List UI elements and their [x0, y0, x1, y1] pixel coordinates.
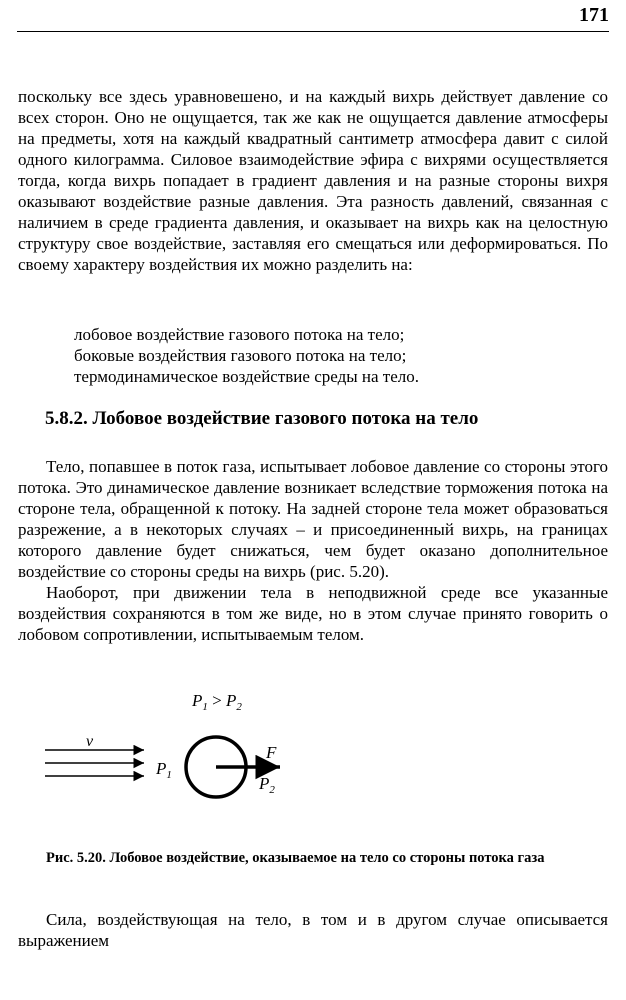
force-label: F [266, 743, 277, 762]
intro-paragraph: поскольку все здесь уравновешено, и на каждый вихрь действует давление со всех сторон. Оно не ощущается, так же как не ощущается давление атмосферы на предметы, хотя на каждый квадратный сантиметр атмосфера давит с силой одного килограмма. Силовое взаимодействие эфира с вихрями осуществляется тогда, когда вихрь попадает в градиент давления и на разные стороны вихря оказывают воздействие разные давления. Эта разность давлений, связанная с наличием в среде градиента давления, и оказывает на вихрь как на целостную структуру свое воздействие, заставляя его смещаться или деформироваться. По своему характеру воздействия их можно разделить на: [18, 87, 608, 274]
figure-5-20 [40, 688, 320, 813]
p1-label [155, 759, 172, 781]
closing-text-block [18, 909, 608, 951]
page-number: 171 [579, 4, 609, 26]
p1-letter: P [156, 759, 167, 778]
relation-op: > [207, 691, 226, 710]
caption-text: Рис. 5.20. Лобовое воздействие, оказываемое на тело со стороны потока газа [46, 850, 545, 866]
velocity-label: v [86, 733, 94, 750]
relation-left-sub: 1 [202, 701, 208, 713]
paragraph-1: Тело, попавшее в поток газа, испытывает лобовое давление со стороны этого потока. Это динамическое давление возникает вследствие торможения потока на стороне тела, обращенной к потоку. На задней стороне тела может образоваться разрежение, а в некоторых случаях – и присоединенный вихрь, на границах которого давление будет снижаться, чем будет оказано дополнительное воздействие со стороны среды на вихрь (рис. 5.20). [18, 457, 608, 581]
header-rule [17, 31, 609, 32]
p2-letter: P [259, 774, 270, 793]
p2-label [258, 774, 275, 796]
pressure-relation [191, 691, 242, 713]
list-item: лобовое воздействие газового потока на тело; [74, 325, 405, 344]
paragraph-3: Сила, воздействующая на тело, в том и в другом случае описывается выражением [18, 910, 608, 950]
list-item: термодинамическое воздействие среды на тело. [74, 367, 419, 386]
relation-right-label: P [225, 691, 237, 710]
effects-list [74, 324, 419, 387]
p2-sub: 2 [269, 784, 275, 796]
figure-caption [18, 849, 608, 867]
body-text-block [18, 456, 608, 645]
paragraph-2: Наоборот, при движении тела в неподвижной среде все указанные воздействия сохраняются в том же виде, но в этом случае принято говорить о лобовом сопротивлении, испытываемым телом. [18, 583, 608, 644]
list-item: боковые воздействия газового потока на тело; [74, 346, 407, 365]
relation-right-sub: 2 [236, 701, 242, 713]
relation-left-label: P [192, 691, 203, 710]
p1-sub: 1 [166, 769, 172, 781]
section-heading: 5.8.2. Лобовое воздействие газового потока на тело [45, 408, 479, 429]
intro-paragraph-block [18, 86, 608, 275]
